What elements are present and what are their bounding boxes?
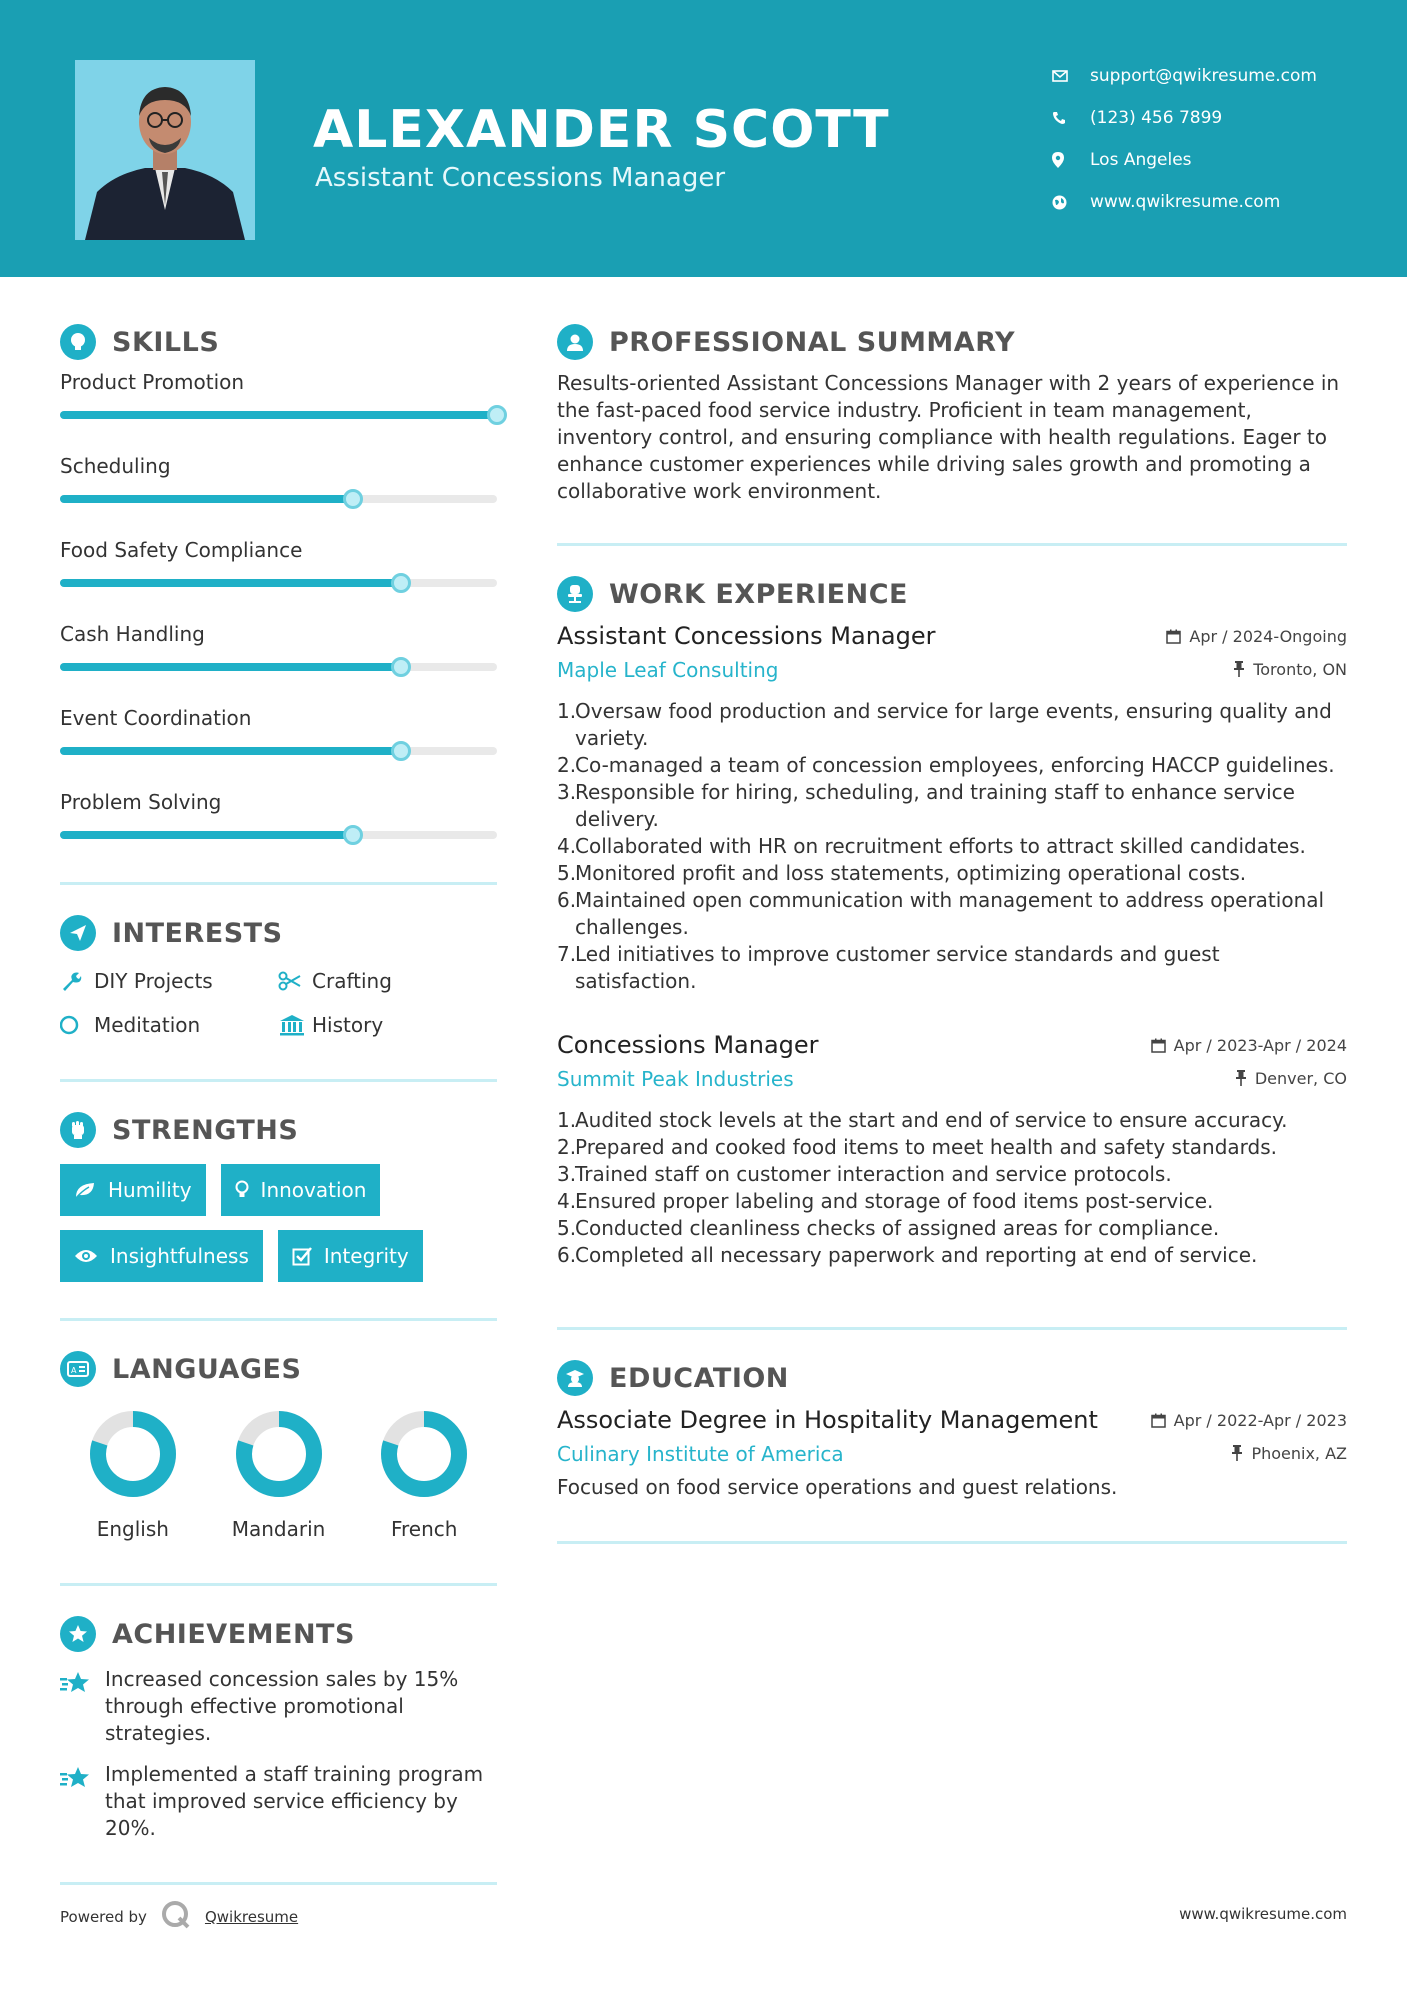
duty-text: Responsible for hiring, scheduling, and training staff to enhance service delivery. <box>575 780 1295 831</box>
footer-powered-by: Powered by Qwikresume <box>60 1900 298 1934</box>
calendar-icon <box>1151 1038 1166 1053</box>
duty-number: 2. <box>557 1135 577 1159</box>
skill-label: Product Promotion <box>60 370 245 394</box>
section-divider <box>60 882 497 885</box>
job-title: Assistant Concessions Manager <box>557 622 936 650</box>
lightbulb-icon <box>60 324 96 360</box>
skill-bar-fill <box>60 495 353 503</box>
education-entry <box>557 1406 1347 1501</box>
contact-phone[interactable] <box>1052 97 1317 139</box>
calendar-icon <box>1151 1413 1166 1428</box>
interests-list <box>60 967 497 1039</box>
graduate-icon <box>557 1360 593 1396</box>
skill-item <box>60 370 497 446</box>
circle-icon <box>60 1014 94 1036</box>
qwikresume-link[interactable]: Qwikresume <box>204 1908 299 1926</box>
duty-text: Conducted cleanliness checks of assigned areas for compliance. <box>575 1216 1220 1240</box>
museum-icon <box>278 1014 312 1036</box>
star-icon <box>60 1666 105 1747</box>
duty-number: 3. <box>557 1162 577 1186</box>
skill-label: Food Safety Compliance <box>60 538 303 562</box>
section-divider <box>60 1079 497 1082</box>
star-badge-icon <box>60 1616 96 1652</box>
duty-number: 4. <box>557 834 577 858</box>
language-proficiency-ring <box>379 1409 469 1499</box>
wrench-icon <box>60 970 94 992</box>
skill-level-knob <box>487 405 507 425</box>
contact-list <box>1052 55 1317 223</box>
skill-item <box>60 622 497 698</box>
skill-bar-fill <box>60 663 401 671</box>
language-proficiency-ring <box>234 1409 324 1499</box>
skill-label: Event Coordination <box>60 706 252 730</box>
strength-badge: Humility <box>60 1164 206 1216</box>
job-duty <box>557 779 1347 833</box>
job-title: Concessions Manager <box>557 1031 819 1059</box>
duty-text: Prepared and cooked food items to meet health and safety standards. <box>575 1135 1278 1159</box>
strengths-heading: STRENGTHS <box>60 1110 497 1150</box>
company-name: Summit Peak Industries <box>557 1067 794 1091</box>
skill-bar-fill <box>60 831 353 839</box>
duty-number: 7. <box>557 942 577 966</box>
job-dates: Apr / 2023-Apr / 2024 <box>1151 1036 1347 1055</box>
strength-badge: Insightfulness <box>60 1230 263 1282</box>
pushpin-icon <box>1235 1070 1247 1086</box>
summary-heading: PROFESSIONAL SUMMARY <box>557 322 1347 362</box>
skill-level-knob <box>391 741 411 761</box>
check-square-icon <box>292 1246 312 1266</box>
skills-heading: SKILLS <box>60 322 497 362</box>
job-duty <box>557 752 1347 779</box>
job-duty <box>557 833 1347 860</box>
section-divider <box>60 1882 497 1885</box>
duty-text: Ensured proper labeling and storage of food items post-service. <box>575 1189 1214 1213</box>
experience-heading: WORK EXPERIENCE <box>557 574 1347 614</box>
job-duty <box>557 698 1347 752</box>
skill-bar <box>60 495 497 503</box>
skill-bar <box>60 579 497 587</box>
job-duty <box>557 887 1347 941</box>
resume-header <box>0 0 1407 277</box>
section-divider <box>60 1318 497 1321</box>
education-description: Focused on food service operations and guest relations. <box>557 1475 1118 1499</box>
languages-list <box>60 1409 497 1541</box>
calendar-icon <box>1166 629 1181 644</box>
phone-icon <box>1052 111 1090 125</box>
eye-icon <box>74 1248 98 1264</box>
skill-item <box>60 706 497 782</box>
profile-photo <box>75 60 255 240</box>
company-name: Maple Leaf Consulting <box>557 658 779 682</box>
duty-number: 6. <box>557 1243 577 1267</box>
lightbulb-icon <box>235 1180 249 1200</box>
duty-text: Trained staff on customer interaction and service protocols. <box>575 1162 1172 1186</box>
right-column <box>557 322 1347 1544</box>
pushpin-icon <box>1231 1445 1243 1461</box>
envelope-icon <box>1052 70 1090 82</box>
duty-text: Audited stock levels at the start and end of service to ensure accuracy. <box>575 1108 1288 1132</box>
interest-item: Crafting <box>278 967 497 995</box>
skill-level-knob <box>391 573 411 593</box>
candidate-name: ALEXANDER SCOTT <box>313 100 890 160</box>
section-divider <box>557 543 1347 546</box>
duty-number: 1. <box>557 1108 577 1132</box>
skill-item <box>60 454 497 530</box>
skill-bar <box>60 411 497 419</box>
skill-item <box>60 790 497 866</box>
paper-plane-icon <box>60 915 96 951</box>
job-duty <box>557 1242 1347 1269</box>
interest-item: History <box>278 1011 497 1039</box>
skill-bar <box>60 663 497 671</box>
interest-item: DIY Projects <box>60 967 278 995</box>
education-location: Phoenix, AZ <box>1231 1444 1347 1463</box>
duty-text: Oversaw food production and service for large events, ensuring quality and variety. <box>575 699 1332 750</box>
office-chair-icon <box>557 576 593 612</box>
contact-location <box>1052 139 1317 181</box>
job-duty <box>557 1215 1347 1242</box>
school-name: Culinary Institute of America <box>557 1442 844 1466</box>
section-divider <box>557 1327 1347 1330</box>
svg-text:A: A <box>71 1366 77 1375</box>
map-pin-icon <box>1052 152 1090 168</box>
job-duty <box>557 1134 1347 1161</box>
achievement-item: Increased concession sales by 15% through effective promotional strategies. <box>60 1666 497 1747</box>
interest-item: Meditation <box>60 1011 278 1039</box>
job-duties <box>557 698 1347 995</box>
skill-bar-fill <box>60 579 401 587</box>
strength-badge: Integrity <box>278 1230 423 1282</box>
languages-heading: A LANGUAGES <box>60 1349 497 1389</box>
skill-bar <box>60 831 497 839</box>
job-location: Toronto, ON <box>1233 660 1347 679</box>
skill-label: Problem Solving <box>60 790 222 814</box>
job-duty <box>557 941 1347 995</box>
achievements-heading: ACHIEVEMENTS <box>60 1614 497 1654</box>
job-duty <box>557 1107 1347 1134</box>
duty-text: Led initiatives to improve customer service standards and guest satisfaction. <box>575 942 1220 993</box>
strengths-list <box>60 1164 497 1282</box>
skill-level-knob <box>343 825 363 845</box>
contact-website-text: www.qwikresume.com <box>1090 192 1281 212</box>
scissors-icon <box>278 971 312 991</box>
skill-label: Scheduling <box>60 454 171 478</box>
raised-fist-icon <box>60 1112 96 1148</box>
language-proficiency-ring <box>88 1409 178 1499</box>
job-dates: Apr / 2024-Ongoing <box>1166 627 1347 646</box>
user-icon <box>557 324 593 360</box>
language-icon <box>60 1351 96 1387</box>
duty-number: 5. <box>557 861 577 885</box>
job-duty <box>557 1161 1347 1188</box>
contact-location-text: Los Angeles <box>1090 150 1192 170</box>
footer-url[interactable]: www.qwikresume.com <box>1179 1905 1347 1923</box>
star-icon <box>60 1761 105 1842</box>
interests-heading: INTERESTS <box>60 913 497 953</box>
duty-number: 1. <box>557 699 577 723</box>
strength-badge: Innovation <box>221 1164 381 1216</box>
duty-text: Collaborated with HR on recruitment efforts to attract skilled candidates. <box>575 834 1306 858</box>
skill-bar <box>60 747 497 755</box>
job-duties <box>557 1107 1347 1269</box>
skill-level-knob <box>343 489 363 509</box>
skill-item <box>60 538 497 614</box>
duty-text: Co-managed a team of concession employees, enforcing HACCP guidelines. <box>575 753 1335 777</box>
job-location: Denver, CO <box>1235 1069 1347 1088</box>
language-item: English <box>60 1409 206 1541</box>
duty-text: Completed all necessary paperwork and reporting at end of service. <box>575 1243 1258 1267</box>
skill-bar-fill <box>60 411 497 419</box>
duty-number: 5. <box>557 1216 577 1240</box>
duty-text: Monitored profit and loss statements, optimizing operational costs. <box>575 861 1247 885</box>
skills-list <box>60 370 497 866</box>
candidate-title: Assistant Concessions Manager <box>315 163 726 193</box>
skill-level-knob <box>391 657 411 677</box>
duty-number: 2. <box>557 753 577 777</box>
qwikresume-logo-icon <box>161 1900 191 1934</box>
skill-label: Cash Handling <box>60 622 205 646</box>
degree-title: Associate Degree in Hospitality Management <box>557 1406 1098 1434</box>
job-duty <box>557 1188 1347 1215</box>
job-duty <box>557 860 1347 887</box>
contact-website[interactable] <box>1052 181 1317 223</box>
duty-text: Maintained open communication with management to address operational challenges. <box>575 888 1325 939</box>
job-entry <box>557 1031 1347 1269</box>
contact-phone-text: (123) 456 7899 <box>1090 108 1223 128</box>
language-item: French <box>351 1409 497 1541</box>
duty-number: 6. <box>557 888 577 912</box>
education-dates: Apr / 2022-Apr / 2023 <box>1151 1411 1347 1430</box>
summary-text: Results-oriented Assistant Concessions Manager with 2 years of experience in the fast-paced food service industry. Proficient in team management, inventory control, and ensuring compliance with health regulations. Eager to enhance customer experiences while driving sales growth and promoting a collaborative work environment. <box>557 371 1340 503</box>
globe-icon <box>1052 195 1090 210</box>
duty-number: 4. <box>557 1189 577 1213</box>
job-entry <box>557 622 1347 995</box>
section-divider <box>557 1541 1347 1544</box>
contact-email-text: support@qwikresume.com <box>1090 66 1317 86</box>
left-column <box>60 322 497 1885</box>
achievement-item: Implemented a staff training program that improved service efficiency by 20%. <box>60 1761 497 1842</box>
contact-email[interactable] <box>1052 55 1317 97</box>
language-item: Mandarin <box>206 1409 352 1541</box>
leaf-icon <box>74 1181 96 1199</box>
section-divider <box>60 1583 497 1586</box>
skill-bar-fill <box>60 747 401 755</box>
education-heading: EDUCATION <box>557 1358 1347 1398</box>
duty-number: 3. <box>557 780 577 804</box>
pushpin-icon <box>1233 661 1245 677</box>
